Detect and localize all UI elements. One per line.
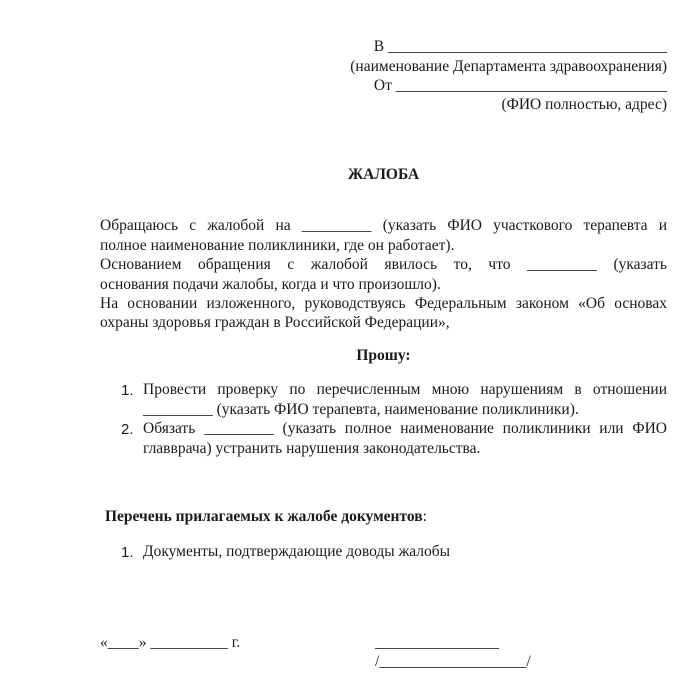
paragraph-2-line-1: Основанием обращения с жалобой явилось то, что _________ (указать	[100, 256, 667, 273]
document-title: ЖАЛОБА	[347, 166, 420, 183]
request-heading: Прошу:	[356, 347, 411, 364]
sender-caption: (ФИО полностью, адрес)	[501, 96, 667, 113]
paragraph-2-line-2: основания подачи жалобы, когда и что произошло).	[100, 276, 441, 293]
date-line: «____» __________ г.	[100, 634, 241, 651]
signature-line: ________________	[375, 634, 499, 651]
paragraph-1-line-2: полное наименование поликлиники, где он работает).	[100, 237, 455, 254]
request-item-1-number: 1.	[121, 382, 134, 399]
attachments-heading-text: Перечень прилагаемых к жалобе документов	[105, 508, 423, 525]
request-item-2-line-2: главврача) устранить нарушения законодательства.	[143, 440, 481, 457]
request-item-1-line-2: _________ (указать ФИО терапевта, наименование поликлиники).	[143, 401, 579, 418]
attachments-heading-colon: :	[422, 508, 427, 525]
paragraph-1-line-1: Обращаюсь с жалобой на _________ (указать ФИО участкового терапевта и	[100, 217, 667, 234]
signature-name-line: /___________________/	[375, 653, 531, 670]
request-item-2-line-1: Обязать _________ (указать полное наименование поликлиники или ФИО	[143, 420, 667, 437]
addressee-line: В ____________________________________	[373, 38, 667, 55]
attachment-item-1-text: Документы, подтверждающие доводы жалобы	[143, 543, 451, 560]
sender-line: От ___________________________________	[373, 77, 667, 94]
request-item-2-number: 2.	[121, 421, 134, 438]
paragraph-3-line-2: охраны здоровья граждан в Российской Федерации»,	[100, 314, 450, 331]
paragraph-3-line-1: На основании изложенного, руководствуясь Федеральным законом «Об основах	[100, 295, 667, 312]
request-item-1-line-1: Провести проверку по перечисленным мною нарушениям в отношении	[143, 381, 667, 398]
attachment-item-1-number: 1.	[121, 544, 134, 561]
addressee-caption: (наименование Департамента здравоохранения)	[350, 58, 667, 75]
attachments-heading	[105, 508, 427, 526]
